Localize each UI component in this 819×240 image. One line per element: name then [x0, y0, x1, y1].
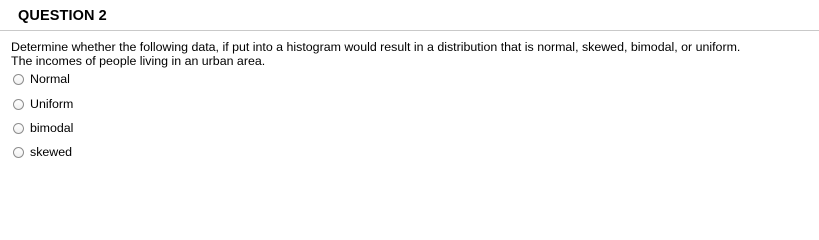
question-instructions: Determine whether the following data, if put into a histogram would result in a distribution that is normal, skewed, bimodal, or uniform.	[11, 40, 741, 54]
radio-button-normal[interactable]	[13, 74, 24, 85]
answer-option-uniform[interactable]	[13, 96, 73, 112]
question-title: QUESTION 2	[18, 8, 107, 24]
radio-button-skewed[interactable]	[13, 147, 24, 158]
answer-option-bimodal[interactable]	[13, 120, 73, 136]
radio-button-uniform[interactable]	[13, 99, 24, 110]
radio-button-bimodal[interactable]	[13, 123, 24, 134]
answer-option-normal[interactable]	[13, 71, 70, 87]
answer-label-normal[interactable]: Normal	[30, 72, 70, 86]
question-prompt	[11, 40, 811, 68]
question-data-description: The incomes of people living in an urban area.	[11, 54, 266, 68]
question-header	[0, 0, 819, 31]
answer-label-uniform[interactable]: Uniform	[30, 97, 74, 111]
answer-option-skewed[interactable]	[13, 144, 72, 160]
answer-label-skewed[interactable]: skewed	[30, 145, 73, 159]
answer-label-bimodal[interactable]: bimodal	[30, 121, 74, 135]
